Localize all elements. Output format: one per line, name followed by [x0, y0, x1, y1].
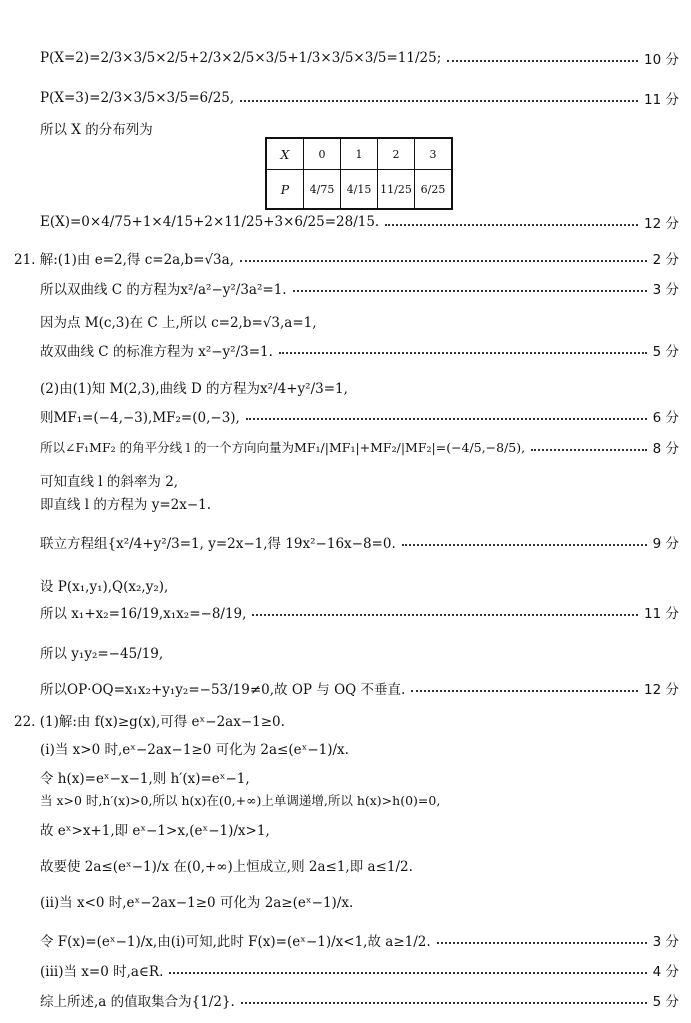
line-text: 令 h(x)=eˣ−x−1,则 h′(x)=eˣ−1, [40, 771, 250, 787]
score: 6 分 [652, 410, 679, 426]
line-text: 即直线 l 的方程为 y=2x−1. [40, 497, 212, 513]
line-text: (2)由(1)知 M(2,3),曲线 D 的方程为x²/4+y²/3=1, [40, 381, 348, 397]
leader-dots [385, 224, 638, 226]
line [40, 960, 679, 980]
table-cell: 6/25 [415, 170, 453, 210]
line [40, 493, 679, 513]
table-cell: 11/25 [378, 170, 415, 210]
line-text: 所以∠F₁MF₂ 的角平分线 l 的一个方向向量为MF₁/|MF₁|+MF₂/|MF₂|=(−4/5,−8/5), [40, 440, 526, 455]
leader-dots [240, 100, 638, 102]
line [40, 470, 679, 490]
leader-dots [411, 690, 638, 692]
line [40, 88, 679, 108]
table-header-cell: 2 [378, 138, 415, 170]
score: 3 分 [652, 934, 679, 950]
line [40, 642, 679, 662]
line [40, 340, 679, 360]
line-text: 故 eˣ>x+1,即 eˣ−1>x,(eˣ−1)/x>1, [40, 823, 270, 839]
line [40, 311, 679, 331]
leader-dots [293, 290, 647, 292]
line [40, 891, 679, 911]
score: 2 分 [652, 252, 679, 268]
leader-dots [447, 60, 638, 62]
leader-dots [240, 260, 647, 262]
line-text: 联立方程组{x²/4+y²/3=1, y=2x−1,得 19x²−16x−8=0. [40, 536, 396, 552]
line-text: 设 P(x₁,y₁),Q(x₂,y₂), [40, 579, 169, 595]
line-text: 所以 x₁+x₂=16/19,x₁x₂=−8/19, [40, 606, 247, 622]
score: 11 分 [644, 606, 679, 622]
line [40, 212, 679, 232]
line-text: 22. (1)解:由 f(x)≥g(x),可得 eˣ−2ax−1≥0. [14, 714, 285, 730]
line-text: P(X=2)=2/3×3/5×2/5+2/3×2/5×3/5+1/3×3/5×3/5=11/25; [40, 50, 442, 66]
table-cell: 4/15 [341, 170, 378, 210]
distribution-table [265, 137, 453, 210]
line-text: 令 F(x)=(eˣ−1)/x,由(i)可知,此时 F(x)=(eˣ−1)/x<1,故 a≥1/2. [40, 934, 431, 950]
table-header-cell: 3 [415, 138, 453, 170]
line [40, 575, 679, 595]
line-text: 因为点 M(c,3)在 C 上,所以 c=2,b=√3,a=1, [40, 315, 317, 331]
line-text: E(X)=0×4/75+1×4/15+2×11/25+3×6/25=28/15. [40, 214, 380, 230]
line [40, 532, 679, 552]
leader-dots [241, 1002, 647, 1004]
line-text: 故双曲线 C 的标准方程为 x²−y²/3=1. [40, 344, 273, 360]
line-text: (i)当 x>0 时,eˣ−2ax−1≥0 可化为 2a≤(eˣ−1)/x. [40, 742, 349, 758]
line [40, 791, 679, 809]
line-text: 综上所述,a 的值取集合为{1/2}. [40, 994, 235, 1010]
line [14, 710, 679, 730]
leader-dots [246, 418, 647, 420]
line-text: 所以 y₁y₂=−45/19, [40, 646, 164, 662]
line-text: (iii)当 x=0 时,a∈R. [40, 964, 164, 980]
line-text: 所以 X 的分布列为 [40, 122, 153, 138]
line [40, 278, 679, 298]
line [40, 48, 679, 68]
line [40, 855, 679, 875]
line-text: 则MF₁=(−4,−3),MF₂=(0,−3), [40, 410, 240, 426]
leader-dots [252, 614, 638, 616]
line [40, 377, 679, 397]
line [40, 602, 679, 622]
score: 4 分 [652, 964, 679, 980]
score: 12 分 [644, 216, 679, 232]
line [40, 437, 679, 457]
table-header-cell: X [266, 138, 304, 170]
score: 5 分 [652, 994, 679, 1010]
score: 10 分 [644, 52, 679, 68]
line-text: 所以双曲线 C 的方程为x²/a²−y²/3a²=1. [40, 282, 287, 298]
leader-dots [402, 544, 647, 546]
line [40, 990, 679, 1010]
table-cell: P [266, 170, 304, 210]
line [40, 738, 679, 758]
line [40, 767, 679, 787]
line [40, 406, 679, 426]
line [40, 819, 679, 839]
line-text: P(X=3)=2/3×3/5×3/5=6/25, [40, 90, 235, 106]
score: 11 分 [644, 92, 679, 108]
line-text: 所以OP·OQ=x₁x₂+y₁y₂=−53/19≠0,故 OP 与 OQ 不垂直. [40, 682, 406, 698]
score: 8 分 [652, 441, 679, 457]
line-text: 当 x>0 时,h′(x)>0,所以 h(x)在(0,+∞)上单调递增,所以 h(x)>h(0)=0, [40, 793, 441, 808]
leader-dots [437, 942, 647, 944]
line [40, 930, 679, 950]
leader-dots [531, 449, 647, 451]
line-text: (ii)当 x<0 时,eˣ−2ax−1≥0 可化为 2a≥(eˣ−1)/x. [40, 895, 354, 911]
leader-dots [279, 352, 647, 354]
line-text: 21. 解:(1)由 e=2,得 c=2a,b=√3a, [14, 252, 234, 268]
score: 9 分 [652, 536, 679, 552]
table-header-cell: 0 [304, 138, 341, 170]
score: 3 分 [652, 282, 679, 298]
line [40, 118, 679, 138]
score: 12 分 [644, 682, 679, 698]
line [40, 678, 679, 698]
score: 5 分 [652, 344, 679, 360]
line-text: 故要使 2a≤(eˣ−1)/x 在(0,+∞)上恒成立,则 2a≤1,即 a≤1/2. [40, 859, 413, 875]
line-text: 可知直线 l 的斜率为 2, [40, 474, 179, 490]
line [14, 248, 679, 268]
table-cell: 4/75 [304, 170, 341, 210]
leader-dots [169, 972, 646, 974]
table-header-cell: 1 [341, 138, 378, 170]
